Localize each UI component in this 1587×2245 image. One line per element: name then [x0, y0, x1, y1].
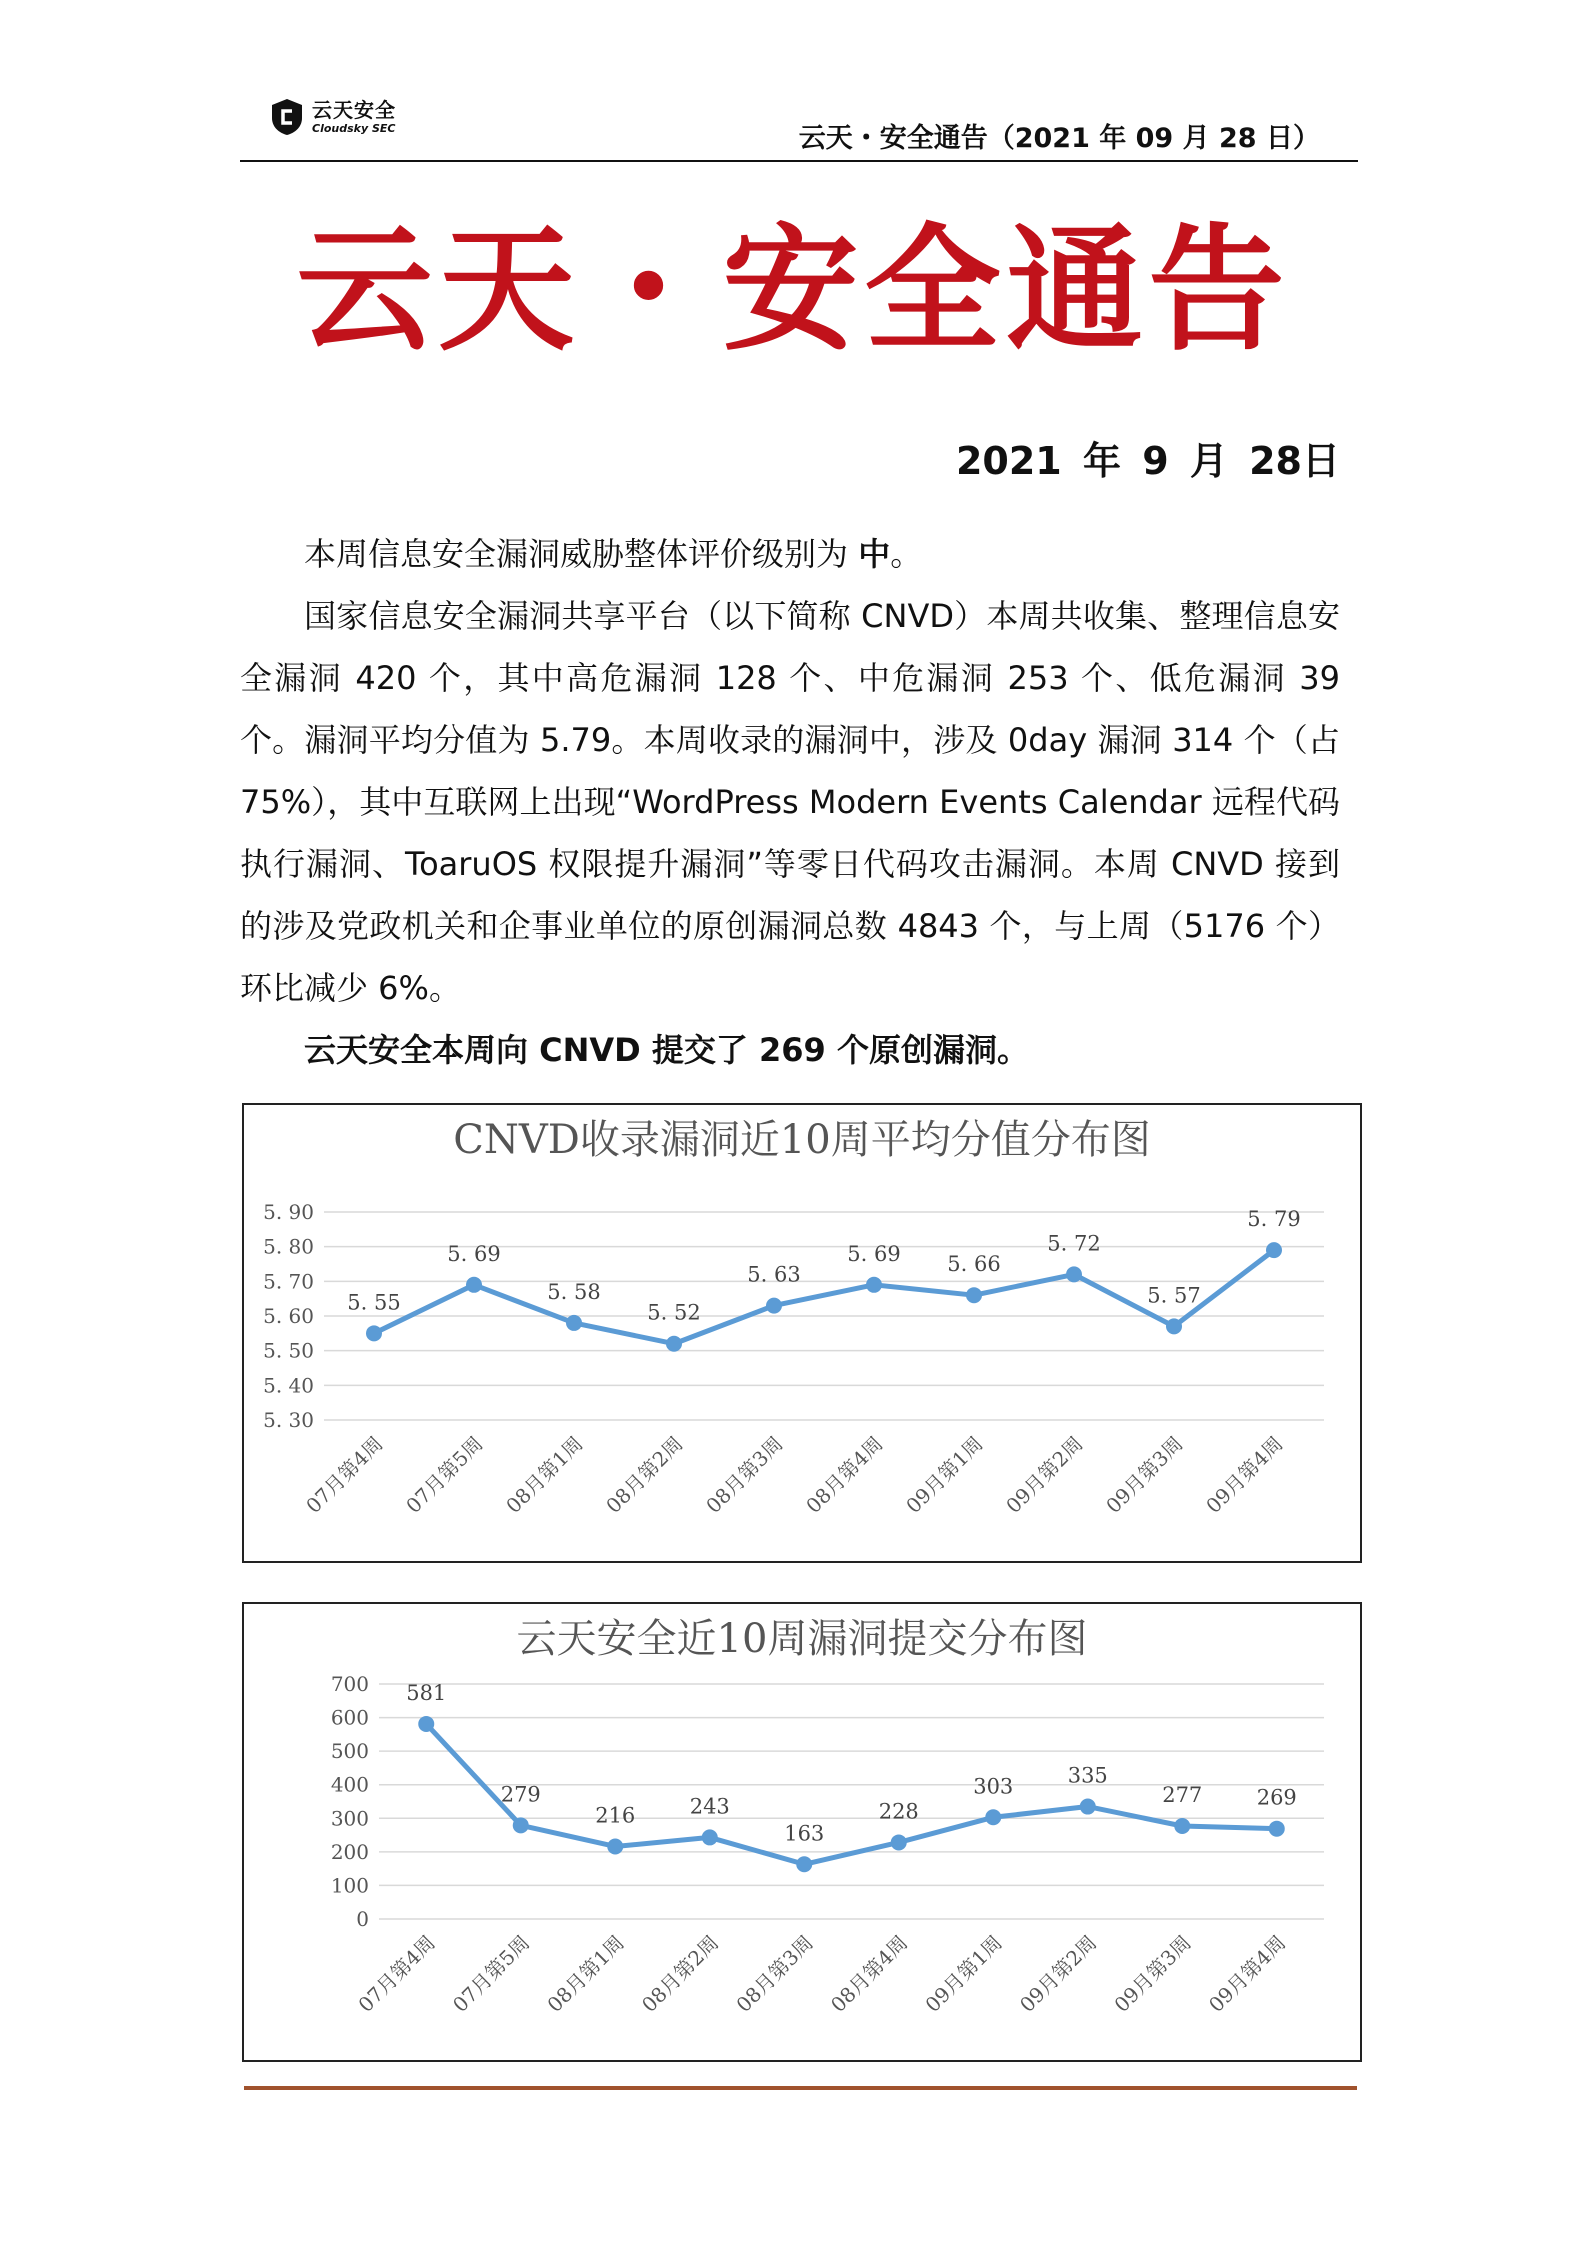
- data-point: [1166, 1318, 1182, 1334]
- shield-logo-icon: [270, 98, 304, 136]
- data-point: [766, 1298, 782, 1314]
- y-tick-label: 600: [330, 1705, 369, 1730]
- data-label: 279: [500, 1782, 541, 1807]
- data-label: 5. 58: [547, 1279, 601, 1304]
- chart-title: CNVD收录漏洞近10周平均分值分布图: [453, 1117, 1151, 1163]
- data-label: 5. 72: [1047, 1231, 1101, 1256]
- data-point: [566, 1315, 582, 1331]
- x-tick-label: 09月第4周: [1201, 1431, 1288, 1518]
- data-point: [891, 1834, 907, 1850]
- x-tick-label: 09月第2周: [1014, 1930, 1102, 2017]
- average-score-chart: [242, 1103, 1362, 1563]
- data-point: [702, 1829, 718, 1845]
- cnvd-summary-paragraph: 国家信息安全漏洞共享平台（以下简称 CNVD）本周共收集、整理信息安全漏洞 420 个，其中高危漏洞 128 个、中危漏洞 253 个、低危漏洞 39 个。漏洞平均分值为 5.79。本周收录的漏洞中，涉及 0day 漏洞 314 个（占 75%），其中互联网上出现“WordPress Modern Events Calendar 远程代码执行漏洞、ToaruOS 权限提升漏洞”等零日代码攻击漏洞。本周 CNVD 接到的涉及党政机关和企事业单位的原创漏洞总数 4843 个，与上周（5176 个）环比减少 6%。: [240, 597, 1340, 1007]
- x-tick-label: 09月第3周: [1101, 1431, 1188, 1518]
- data-point: [607, 1838, 623, 1854]
- bulletin-date: 2021 年 9 月 28日: [955, 439, 1340, 483]
- data-point: [1266, 1242, 1282, 1258]
- x-tick-label: 07月第5周: [447, 1930, 535, 2017]
- data-point: [1080, 1799, 1096, 1815]
- x-tick-label: 07月第4周: [301, 1431, 388, 1518]
- bulletin-body: [240, 523, 1340, 1081]
- y-tick-label: 5. 50: [263, 1338, 314, 1363]
- page-header: [240, 90, 1358, 162]
- company-logo: [270, 94, 396, 140]
- x-tick-label: 08月第4周: [801, 1431, 888, 1518]
- x-tick-label: 09月第4周: [1203, 1930, 1291, 2017]
- y-tick-label: 300: [330, 1806, 369, 1831]
- x-tick-label: 08月第1周: [501, 1431, 588, 1518]
- y-tick-label: 5. 30: [263, 1408, 314, 1432]
- data-point: [966, 1287, 982, 1303]
- x-tick-label: 09月第1周: [920, 1930, 1007, 2017]
- series-line: [426, 1724, 1277, 1864]
- x-tick-label: 09月第2周: [1001, 1431, 1088, 1518]
- data-label: 5. 79: [1247, 1207, 1301, 1232]
- y-tick-label: 400: [330, 1772, 369, 1797]
- chart-title: 云天安全近10周漏洞提交分布图: [516, 1616, 1088, 1662]
- submission-count-chart-svg: [244, 1604, 1360, 2060]
- data-point: [366, 1325, 382, 1341]
- footer-divider: [244, 2086, 1357, 2090]
- y-tick-label: 5. 70: [263, 1269, 314, 1294]
- data-label: 216: [595, 1803, 636, 1828]
- data-point: [666, 1336, 682, 1352]
- data-label: 243: [689, 1794, 730, 1819]
- data-point: [796, 1856, 812, 1872]
- x-tick-label: 08月第2周: [601, 1431, 688, 1518]
- x-tick-label: 08月第2周: [636, 1930, 724, 2017]
- threat-level-value: 中: [858, 535, 891, 573]
- data-label: 277: [1162, 1783, 1203, 1808]
- data-point: [513, 1817, 529, 1833]
- header-title-date: 云天・安全通告（2021 年 09 月 28 日）: [798, 123, 1320, 154]
- data-label: 5. 69: [847, 1241, 901, 1266]
- x-tick-label: 08月第1周: [542, 1930, 629, 2017]
- series-line: [374, 1250, 1274, 1344]
- logo-text-cn: 云天安全: [312, 98, 396, 122]
- x-tick-label: 08月第4周: [825, 1930, 913, 2017]
- submission-paragraph: 云天安全本周向 CNVD 提交了 269 个原创漏洞。: [304, 1031, 1029, 1069]
- x-tick-label: 08月第3周: [701, 1431, 788, 1518]
- threat-level-suffix: 。: [890, 535, 923, 573]
- data-point: [866, 1277, 882, 1293]
- data-label: 228: [878, 1799, 919, 1824]
- data-label: 5. 55: [347, 1290, 401, 1315]
- average-score-chart-svg: [244, 1105, 1360, 1561]
- y-tick-label: 5. 90: [263, 1200, 314, 1224]
- y-tick-label: 5. 60: [263, 1304, 314, 1328]
- data-label: 269: [1256, 1785, 1297, 1810]
- data-point: [1174, 1818, 1190, 1834]
- bulletin-title: 云天・安全通告: [296, 210, 1291, 370]
- data-label: 5. 57: [1147, 1283, 1201, 1308]
- submission-count-chart: [242, 1602, 1362, 2062]
- threat-level-paragraph: [240, 523, 1340, 585]
- x-tick-label: 08月第3周: [731, 1930, 818, 2017]
- y-tick-label: 500: [330, 1739, 369, 1764]
- data-label: 5. 69: [447, 1241, 501, 1266]
- data-point: [985, 1809, 1001, 1825]
- data-label: 581: [406, 1680, 447, 1705]
- x-tick-label: 07月第5周: [401, 1431, 488, 1518]
- data-point: [1269, 1821, 1285, 1837]
- y-tick-label: 5. 40: [263, 1373, 314, 1398]
- data-point: [1066, 1266, 1082, 1282]
- data-point: [466, 1277, 482, 1293]
- logo-text-en: Cloudsky SEC: [312, 122, 396, 135]
- data-label: 335: [1067, 1763, 1108, 1788]
- data-label: 5. 63: [747, 1262, 801, 1287]
- threat-level-prefix: 本周信息安全漏洞威胁整体评价级别为: [304, 535, 859, 573]
- data-label: 163: [784, 1821, 825, 1846]
- data-label: 303: [973, 1774, 1014, 1799]
- y-tick-label: 700: [330, 1672, 369, 1696]
- y-tick-label: 0: [356, 1907, 369, 1931]
- x-tick-label: 09月第3周: [1109, 1930, 1196, 2017]
- y-tick-label: 200: [330, 1839, 369, 1864]
- x-tick-label: 09月第1周: [901, 1431, 988, 1518]
- data-point: [418, 1716, 434, 1732]
- x-tick-label: 07月第4周: [353, 1930, 440, 2017]
- y-tick-label: 100: [330, 1873, 369, 1898]
- data-label: 5. 66: [947, 1252, 1001, 1277]
- data-label: 5. 52: [647, 1300, 701, 1325]
- y-tick-label: 5. 80: [263, 1234, 314, 1259]
